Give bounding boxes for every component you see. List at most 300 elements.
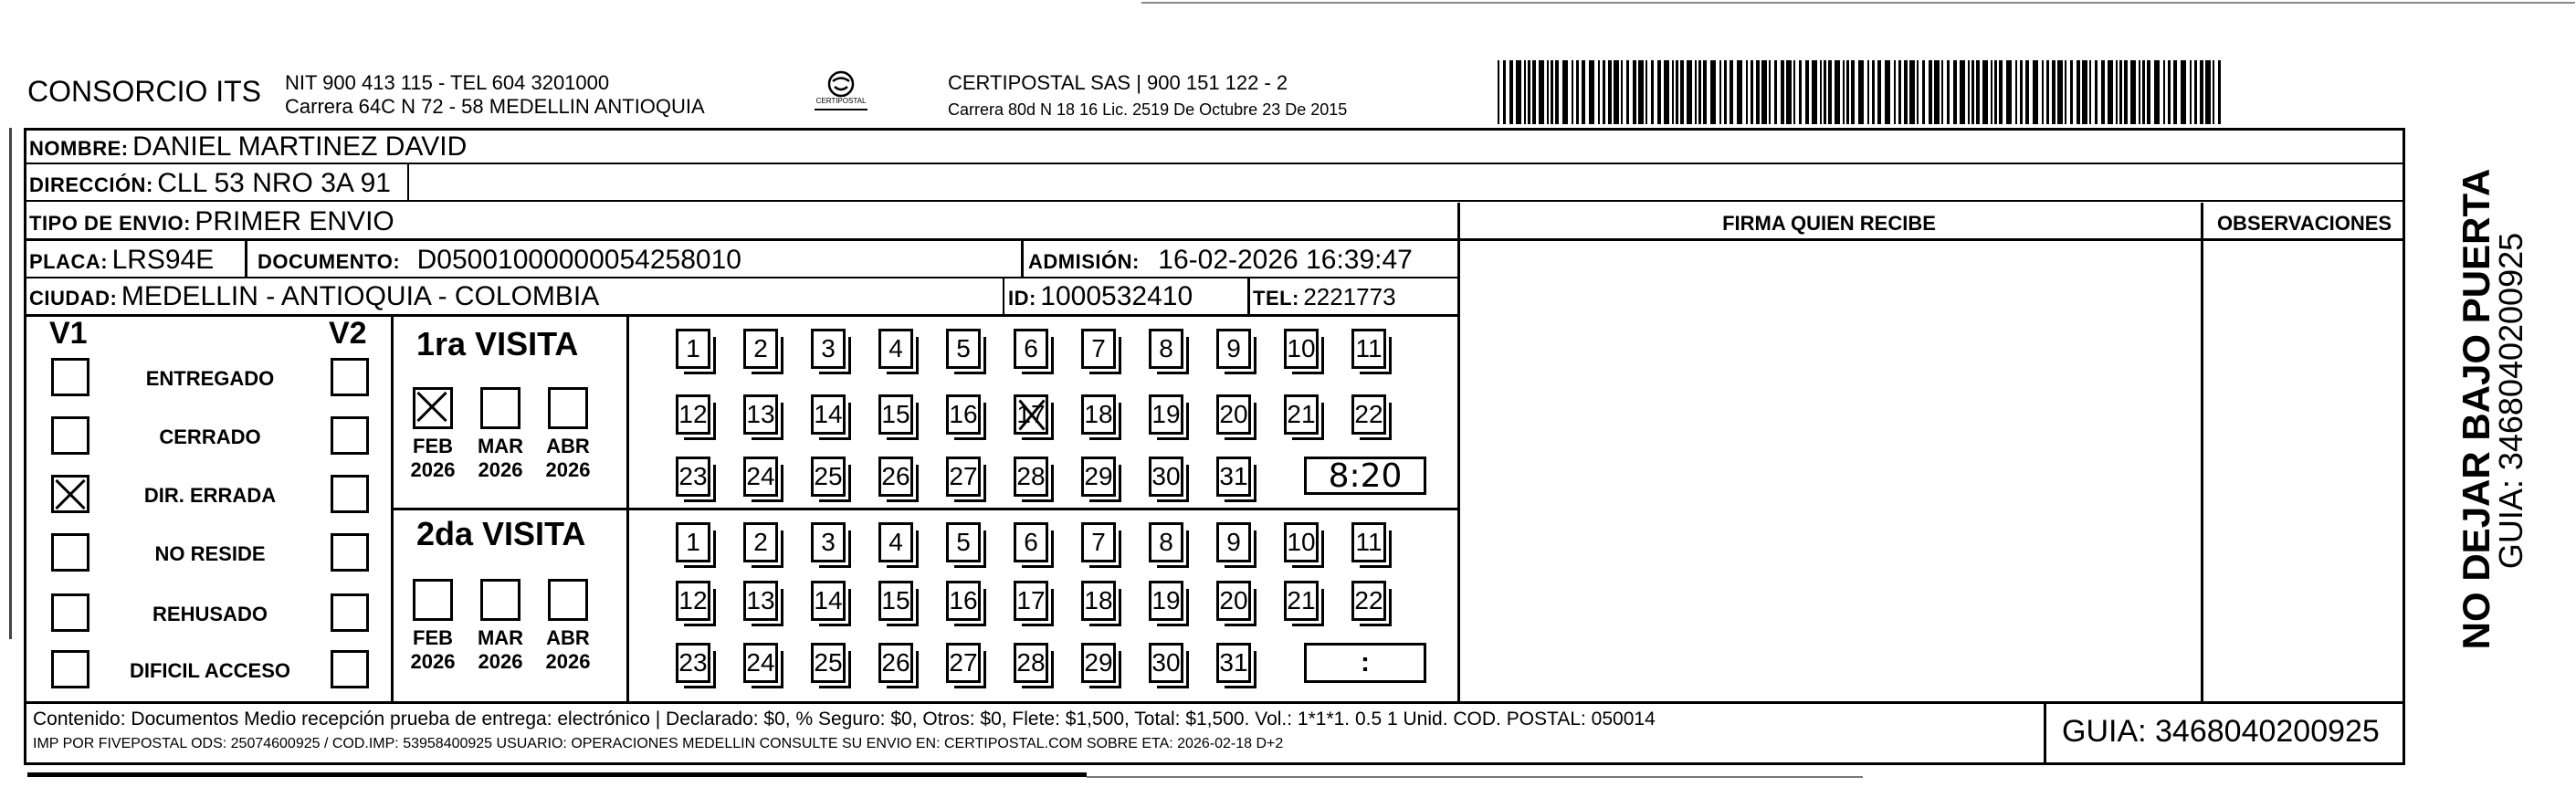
id-row: [1008, 281, 1193, 312]
barcode-bar: [1528, 60, 1530, 124]
barcode-bar: [2033, 60, 2038, 124]
id-value: 1000532410: [1040, 281, 1193, 311]
v2-checkbox[interactable]: [331, 416, 369, 455]
barcode-bar: [1603, 60, 1605, 124]
visit1-day[interactable]: [1216, 394, 1251, 435]
nombre-label: NOMBRE:: [29, 137, 129, 160]
ciudad-value: MEDELLIN - ANTIOQUIA - COLOMBIA: [121, 281, 600, 311]
visit2-month-checkbox[interactable]: [413, 579, 453, 621]
barcode-bar: [1516, 60, 1521, 124]
visit1-day-number: 5: [956, 334, 971, 362]
visit2-month: FEB: [413, 626, 453, 649]
visit1-day[interactable]: [1149, 394, 1183, 435]
barcode-bar: [2124, 60, 2128, 124]
visit2-day[interactable]: [1081, 522, 1116, 562]
barcode-bar: [1820, 60, 1822, 124]
visit2-day-number: 13: [746, 586, 775, 614]
v1-checkbox[interactable]: [51, 416, 89, 455]
visit2-year: 2026: [545, 650, 591, 673]
row-line: [24, 238, 2405, 241]
v1-checkbox[interactable]: [51, 358, 89, 396]
barcode-bar: [1781, 60, 1784, 124]
placa-label: PLACA:: [29, 250, 109, 273]
barcode-bar: [2154, 60, 2160, 124]
barcode-bar: [1824, 60, 1826, 124]
visit2-day-number: 18: [1084, 586, 1113, 614]
visit2-day-number: 14: [814, 586, 843, 614]
visit2-day[interactable]: [1284, 581, 1319, 621]
visit2-day[interactable]: [1284, 522, 1319, 562]
barcode-bar: [1909, 60, 1915, 124]
brand-name: CONSORCIO ITS: [27, 75, 262, 108]
visit1-day-number: 1: [686, 334, 700, 362]
visit1-year: 2026: [478, 458, 523, 481]
tel-label: TEL:: [1253, 287, 1299, 310]
barcode-bar: [1922, 60, 1925, 124]
visit2-day-number: 1: [686, 528, 700, 556]
id-label: ID:: [1008, 287, 1036, 310]
status-label: NO RESIDE: [154, 542, 266, 565]
barcode-bar: [1687, 60, 1692, 124]
barcode-bar: [1621, 60, 1623, 124]
barcode-bar: [2116, 60, 2118, 124]
barcode-bar: [2089, 60, 2091, 124]
visit1-day[interactable]: [743, 329, 778, 369]
visit1-time-box[interactable]: [1304, 457, 1426, 495]
visit1-day-number: 22: [1354, 400, 1383, 428]
row-line: [24, 314, 1457, 317]
nombre-value: DANIEL MARTINEZ DAVID: [132, 131, 468, 162]
footer-line1: Contenido: Documentos Medio recepción prueba de entrega: electrónico | Declarado: $0, % Seguro: $0, Otros: $0, Flete: $1,500, Total: $1,500. Vol.: 1*1*1. 0.5 1 Unid. COD. POSTAL: 050014: [33, 709, 1656, 730]
barcode-bar: [1968, 60, 1970, 124]
barcode-bar: [2006, 60, 2012, 124]
visit1-day-number: 25: [814, 462, 843, 490]
visit1-day[interactable]: [1149, 329, 1183, 369]
barcode-bar: [1737, 60, 1742, 124]
v2-checkbox[interactable]: [331, 533, 369, 572]
visit2-day-number: 22: [1354, 586, 1383, 614]
visit1-day-number: 4: [888, 334, 903, 362]
visit1-day[interactable]: [946, 457, 981, 497]
barcode-bar: [1695, 60, 1697, 124]
barcode-bar: [2190, 60, 2192, 124]
visit2-day[interactable]: [946, 643, 981, 683]
barcode-bar: [2194, 60, 2197, 124]
visit1-day-number: 21: [1287, 400, 1316, 428]
barcode-bar: [1710, 60, 1716, 124]
visit2-day[interactable]: [878, 581, 913, 621]
visit2-day[interactable]: [676, 581, 710, 621]
visit2-month-checkbox[interactable]: [480, 579, 520, 621]
visit2-day-number: 21: [1287, 586, 1316, 614]
barcode-bar: [1562, 60, 1568, 124]
barcode-bar: [1698, 60, 1701, 124]
placa-row: [29, 245, 214, 276]
barcode-bar: [1805, 60, 1809, 124]
visit1-day-number: 11: [1355, 334, 1383, 362]
direccion-divider: [407, 164, 409, 201]
visit1-day[interactable]: [1284, 394, 1319, 435]
barcode-bar: [2139, 60, 2140, 124]
visit2-day-number: 2: [753, 528, 768, 556]
barcode-bar: [1999, 60, 2003, 124]
barcode-bar: [1982, 60, 1988, 124]
visit2-day[interactable]: [811, 522, 846, 562]
direccion-label: DIRECCIÓN:: [29, 173, 153, 196]
barcode-bar: [1867, 60, 1869, 124]
barcode-bar: [2213, 60, 2214, 124]
v2-checkbox[interactable]: [331, 593, 369, 632]
visit2-day-number: 25: [814, 648, 843, 677]
visit1-month-checkbox[interactable]: [413, 387, 453, 429]
visit2-year: 2026: [478, 650, 523, 673]
visit2-day[interactable]: [1081, 581, 1116, 621]
visit2-day[interactable]: [676, 643, 710, 683]
status-label: CERRADO: [159, 425, 261, 448]
visit2-day-number: 29: [1084, 648, 1113, 677]
visit1-day-number: 28: [1016, 462, 1046, 490]
barcode-bar: [1904, 60, 1908, 124]
visit2-day[interactable]: [743, 581, 778, 621]
barcode-bar: [1608, 60, 1612, 124]
visit2-day[interactable]: [1149, 522, 1183, 562]
nombre-row: [29, 131, 467, 163]
admision-label: ADMISIÓN:: [1028, 250, 1140, 273]
barcode-bar: [1703, 60, 1707, 124]
side-warning: [2420, 164, 2539, 676]
visit1-day-number: 15: [881, 400, 910, 428]
visit2-day-number: 7: [1091, 528, 1106, 556]
address-line: Carrera 64C N 72 - 58 MEDELLIN ANTIOQUIA: [285, 95, 705, 118]
barcode-bar: [1664, 60, 1669, 124]
barcode-bar: [2101, 60, 2105, 124]
row-line: [24, 701, 2405, 704]
ciudad-row: [29, 281, 599, 312]
visit1-day[interactable]: [1216, 329, 1251, 369]
visit2-day[interactable]: [1014, 643, 1048, 683]
visit2-day-number: 10: [1287, 528, 1316, 556]
visit1-day-number: 14: [814, 400, 843, 428]
visit2-day[interactable]: [1216, 522, 1251, 562]
v2-checkbox[interactable]: [331, 475, 369, 513]
barcode-bar: [1885, 60, 1890, 124]
barcode-bar: [1730, 60, 1733, 124]
barcode-bar: [2108, 60, 2113, 124]
v1-checkbox[interactable]: [51, 533, 89, 572]
visit1-month-checkbox[interactable]: [480, 387, 520, 429]
visit2-day[interactable]: [676, 522, 710, 562]
barcode-bar: [1851, 60, 1855, 124]
barcode-bar: [1547, 60, 1549, 124]
visit1-day[interactable]: [743, 394, 778, 435]
visit1-day[interactable]: [676, 394, 710, 435]
visit1-day-number: 16: [949, 400, 978, 428]
visit2-day-number: 23: [678, 648, 708, 677]
barcode-bar: [1898, 60, 1901, 124]
barcode-bar: [1756, 60, 1760, 124]
visit2-day-number: 4: [888, 528, 903, 556]
v1-label: V1: [49, 316, 88, 351]
status-label: DIR. ERRADA: [143, 484, 277, 507]
barcode-bar: [1645, 60, 1647, 124]
barcode-bar: [2052, 60, 2056, 124]
barcode: [1498, 60, 2228, 124]
visit2-day-number: 11: [1355, 528, 1383, 556]
barcode-bar: [2077, 60, 2080, 124]
barcode-bar: [2163, 60, 2165, 124]
barcode-bar: [2142, 60, 2145, 124]
visit1-day-number: 9: [1226, 334, 1241, 362]
visit1-day[interactable]: [1014, 394, 1048, 435]
barcode-bar: [1576, 60, 1579, 124]
v2-label: V2: [329, 316, 367, 351]
barcode-bar: [1746, 60, 1748, 124]
barcode-bar: [2046, 60, 2049, 124]
visit2-day[interactable]: [878, 643, 913, 683]
visit1-day[interactable]: [1284, 329, 1319, 369]
bottom-rule: [27, 772, 1087, 777]
top-rule: [1141, 2, 2575, 4]
barcode-bar: [2168, 60, 2171, 124]
documento-value: D05001000000054258010: [416, 245, 741, 275]
barcode-bar: [2065, 60, 2066, 124]
visit2-month-checkbox[interactable]: [548, 579, 588, 621]
barcode-bar: [1858, 60, 1864, 124]
visit1-day-number: 6: [1024, 334, 1038, 362]
barcode-bar: [2095, 60, 2098, 124]
visit2-day[interactable]: [743, 643, 778, 683]
barcode-bar: [1994, 60, 1997, 124]
visit1-day-number: 8: [1159, 334, 1173, 362]
barcode-bar: [1877, 60, 1881, 124]
visit1-day[interactable]: [1351, 394, 1386, 435]
visit-split: [391, 508, 1457, 510]
visit1-day[interactable]: [1014, 329, 1048, 369]
visit2-day[interactable]: [1149, 643, 1183, 683]
visit2-day-number: 12: [678, 586, 708, 614]
visit1-day-number: 18: [1084, 400, 1113, 428]
visit1-day[interactable]: [811, 457, 846, 497]
visit2-day-number: 6: [1024, 528, 1038, 556]
visit2-day[interactable]: [811, 581, 846, 621]
visit2-day[interactable]: [946, 522, 981, 562]
visit1-day[interactable]: [676, 457, 710, 497]
barcode-bar: [1657, 60, 1661, 124]
status-label: ENTREGADO: [145, 367, 275, 390]
barcode-bar: [1761, 60, 1767, 124]
visit2-day-number: 8: [1159, 528, 1173, 556]
barcode-bar: [1828, 60, 1832, 124]
barcode-bar: [1843, 60, 1845, 124]
tipo-label: TIPO DE ENVIO:: [29, 212, 191, 235]
barcode-bar: [1614, 60, 1619, 124]
visit1-day[interactable]: [811, 394, 846, 435]
status-label: DIFICIL ACCESO: [129, 659, 290, 682]
documento-row: [258, 245, 741, 276]
visit2-day[interactable]: [878, 522, 913, 562]
visit2-day[interactable]: [1216, 581, 1251, 621]
barcode-bar: [2057, 60, 2063, 124]
firma-header: FIRMA QUIEN RECIBE: [1722, 212, 1936, 235]
visit2-year: 2026: [410, 650, 456, 673]
visit1-day[interactable]: [1216, 457, 1251, 497]
visit1-day[interactable]: [946, 329, 981, 369]
visit2-day[interactable]: [1149, 581, 1183, 621]
visit1-day[interactable]: [1149, 457, 1183, 497]
tel-row: [1253, 283, 1396, 311]
logo-text: CERTIPOSTAL: [815, 97, 867, 105]
visit2-day-number: 16: [949, 586, 978, 614]
visit1-day[interactable]: [946, 394, 981, 435]
v2-checkbox[interactable]: [331, 358, 369, 396]
v1-checkbox[interactable]: [51, 593, 89, 632]
barcode-bar: [1551, 60, 1553, 124]
footer-line2: IMP POR FIVEPOSTAL ODS: 25074600925 / COD.IMP: 53958400925 USUARIO: OPERACIONES MEDELLIN CONSULTE SU ENVIO EN: CERTIPOSTAL.COM SOBRE ETA: 2026-02-18 D+2: [33, 736, 1284, 751]
barcode-bar: [1786, 60, 1792, 124]
visit1-day[interactable]: [1351, 329, 1386, 369]
barcode-bar: [1555, 60, 1559, 124]
row-line: [24, 163, 2405, 164]
observaciones-header: OBSERVACIONES: [2216, 212, 2392, 235]
visit2-day[interactable]: [1216, 643, 1251, 683]
visit2-day[interactable]: [1081, 643, 1116, 683]
visit1-day-number: 27: [949, 462, 978, 490]
v2-checkbox[interactable]: [331, 650, 369, 688]
visit1-time: 8:20: [1328, 457, 1403, 495]
barcode-bar: [1774, 60, 1777, 124]
visit2-time-box[interactable]: [1304, 643, 1426, 683]
tel-value: 2221773: [1303, 283, 1396, 310]
visit2-month: MAR: [477, 626, 524, 649]
visit1-day[interactable]: [676, 329, 710, 369]
visit2-day[interactable]: [811, 643, 846, 683]
visit1-day-number: 31: [1219, 462, 1248, 490]
nit-line: NIT 900 413 115 - TEL 604 3201000: [285, 71, 610, 94]
visit1-day-number: 30: [1151, 462, 1181, 490]
visit2-day-number: 17: [1016, 586, 1046, 614]
visit2-day-number: 15: [881, 586, 910, 614]
visit1-day[interactable]: [1014, 457, 1048, 497]
visit2-day[interactable]: [1351, 522, 1386, 562]
visit1-day-number: 2: [753, 334, 768, 362]
barcode-bar: [1651, 60, 1654, 124]
visit1-day[interactable]: [811, 329, 846, 369]
v1-checkbox[interactable]: [51, 475, 89, 513]
barcode-bar: [2042, 60, 2044, 124]
visit2-day-number: 20: [1219, 586, 1248, 614]
admision-row: [1028, 245, 1413, 276]
barcode-bar: [1846, 60, 1849, 124]
visit2-day-number: 19: [1151, 586, 1181, 614]
obs-divider: [2201, 203, 2203, 703]
visit1-day[interactable]: [743, 457, 778, 497]
visit1-day-number: 26: [881, 462, 910, 490]
visit1-day-number: 24: [746, 462, 775, 490]
direccion-value: CLL 53 NRO 3A 91: [157, 168, 391, 198]
barcode-bar: [1719, 60, 1721, 124]
tipo-value: PRIMER ENVIO: [195, 206, 394, 236]
visit2-day[interactable]: [1014, 522, 1048, 562]
barcode-bar: [1812, 60, 1817, 124]
barcode-bar: [2070, 60, 2073, 124]
barcode-bar: [1947, 60, 1950, 124]
side-line1: NO DEJAR BAJO PUERTA: [2455, 168, 2497, 650]
visit1-year: 2026: [545, 458, 591, 481]
v1-checkbox[interactable]: [51, 650, 89, 688]
visit1-day[interactable]: [878, 329, 913, 369]
barcode-bar: [1532, 60, 1536, 124]
barcode-bar: [1524, 60, 1526, 124]
barcode-bar: [2015, 60, 2017, 124]
left-edge-mark: [9, 128, 12, 639]
barcode-bar: [1894, 60, 1896, 124]
visit1-month: MAR: [477, 435, 524, 457]
barcode-bar: [1638, 60, 1644, 124]
row-line: [24, 200, 2405, 202]
visit1-day-number: 10: [1287, 334, 1316, 362]
barcode-bar: [1503, 60, 1506, 124]
barcode-bar: [2205, 60, 2211, 124]
visit1-month-checkbox[interactable]: [548, 387, 588, 429]
visit2-day[interactable]: [743, 522, 778, 562]
barcode-bar: [1941, 60, 1943, 124]
visit2-month: ABR: [546, 626, 590, 649]
visit2-day[interactable]: [1351, 581, 1386, 621]
barcode-bar: [1769, 60, 1771, 124]
barcode-bar: [1934, 60, 1940, 124]
visit2-day[interactable]: [946, 581, 981, 621]
id-divider: [1003, 278, 1004, 315]
visit2-day-number: 31: [1219, 648, 1248, 677]
barcode-bar: [1835, 60, 1840, 124]
visit1-month: FEB: [413, 435, 453, 457]
certipostal-logo: [811, 69, 871, 115]
visit1-month: ABR: [546, 435, 590, 457]
visit1-day-number: 19: [1151, 400, 1181, 428]
visit1-day[interactable]: [1081, 329, 1116, 369]
barcode-bar: [2181, 60, 2186, 124]
visit1-day-number: 23: [678, 462, 708, 490]
barcode-bar: [2020, 60, 2023, 124]
visit2-day-number: 3: [821, 528, 836, 556]
certipostal-line2: Carrera 80d N 18 16 Lic. 2519 De Octubre 23 De 2015: [948, 100, 1348, 119]
visit1-day[interactable]: [878, 394, 913, 435]
tel-divider: [1247, 278, 1250, 315]
barcode-bar: [1509, 60, 1513, 124]
barcode-bar: [1626, 60, 1629, 124]
visit1-day[interactable]: [1081, 394, 1116, 435]
barcode-bar: [1582, 60, 1585, 124]
visit2-day-number: 5: [956, 528, 971, 556]
visit1-day-number: 3: [821, 334, 836, 362]
barcode-bar: [2218, 60, 2221, 124]
footer-divider: [2044, 701, 2046, 765]
visit2-day[interactable]: [1014, 581, 1048, 621]
ciudad-label: CIUDAD:: [29, 287, 118, 310]
barcode-bar: [1976, 60, 1980, 124]
barcode-bar: [1953, 60, 1957, 124]
visit2-day-number: 9: [1226, 528, 1241, 556]
visit1-title: 1ra VISITA: [416, 325, 579, 362]
visit1-day[interactable]: [1081, 457, 1116, 497]
barcode-bar: [2200, 60, 2203, 124]
visit1-day-number: 12: [678, 400, 708, 428]
row-line: [24, 277, 1457, 278]
barcode-bar: [1572, 60, 1573, 124]
visit2-day-number: 30: [1151, 648, 1181, 677]
visit1-day[interactable]: [878, 457, 913, 497]
visit1-day-number: 13: [746, 400, 775, 428]
